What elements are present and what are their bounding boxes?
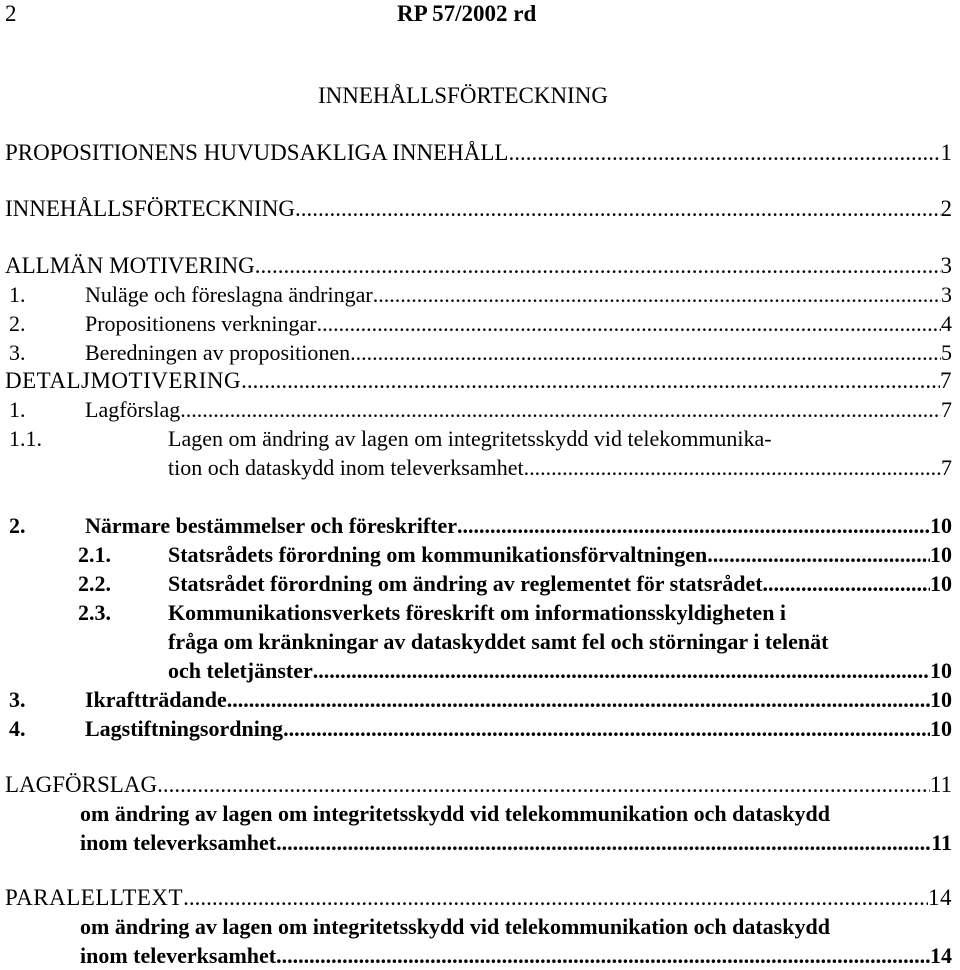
toc-entry-number: 3. xyxy=(9,340,26,365)
toc-entry-page: 11 xyxy=(929,772,952,797)
dot-leader xyxy=(180,395,941,424)
toc-entry-page: 1 xyxy=(940,140,952,165)
toc-entry-number: 1. xyxy=(9,397,26,422)
toc-entry-lagstiftningsordning[interactable] xyxy=(9,714,952,743)
toc-entry-page: 10 xyxy=(930,513,952,538)
toc-entry-label-line: och teletjänster xyxy=(168,658,313,683)
toc-entry-label: PARALELLTEXT xyxy=(5,885,184,910)
toc-entry-label: Lagförslag xyxy=(85,397,181,422)
dot-leader xyxy=(283,714,930,743)
toc-entry-propositionens-huvudsakliga-innehall[interactable] xyxy=(5,138,952,167)
toc-entry-page: 7 xyxy=(941,455,952,480)
toc-entry-page: 10 xyxy=(930,687,952,712)
toc-entry-page: 10 xyxy=(930,716,952,741)
toc-entry-kommunikationsverkets-foreskrift[interactable] xyxy=(78,598,952,685)
toc-heading: INNEHÅLLSFÖRTECKNING xyxy=(318,83,608,108)
dot-leader xyxy=(183,883,928,912)
dot-leader xyxy=(295,194,941,223)
dot-leader xyxy=(373,280,941,309)
toc-entry-number: 3. xyxy=(9,687,26,712)
toc-entry-innehallsforteckning[interactable] xyxy=(5,194,952,223)
toc-entry-label: DETALJMOTIVERING xyxy=(5,368,242,393)
toc-entry-page: 3 xyxy=(941,282,952,307)
toc-entry-label-line: inom televerksamhet xyxy=(80,943,277,968)
toc-entry-page: 5 xyxy=(941,340,952,365)
toc-entry-page: 14 xyxy=(930,943,952,968)
toc-entry-label: Statsrådet förordning om ändring av reglementet för statsrådet xyxy=(168,571,763,596)
toc-entry-label-line: Kommunikationsverkets föreskrift om informationsskyldigheten i xyxy=(168,600,787,625)
toc-entry-label: ALLMÄN MOTIVERING xyxy=(5,253,255,278)
toc-entry-ikrafttradande[interactable] xyxy=(9,685,952,714)
toc-entry-label: Ikraftträdande xyxy=(85,687,227,712)
toc-entry-number: 2.2. xyxy=(78,571,111,596)
toc-entry-label: Lagstiftningsordning xyxy=(85,716,284,741)
dot-leader xyxy=(255,251,941,280)
toc-entry-statsradets-forordning[interactable] xyxy=(78,540,952,569)
toc-entry-propositionens-verkningar[interactable] xyxy=(9,309,952,338)
dot-leader xyxy=(457,511,930,540)
page-number: 2 xyxy=(5,1,17,26)
dot-leader xyxy=(276,828,931,857)
dot-leader xyxy=(227,685,930,714)
toc-entry-label-line: tion och dataskydd inom televerksamhet xyxy=(168,455,524,480)
dot-leader xyxy=(241,366,940,395)
toc-entry-label: PROPOSITIONENS HUVUDSAKLIGA INNEHÅLL xyxy=(5,140,509,165)
toc-entry-label: Beredningen av propositionen xyxy=(85,340,351,365)
toc-entry-label: Statsrådets förordning om kommunikationsförvaltningen xyxy=(168,542,708,567)
toc-entry-number: 1.1. xyxy=(9,426,42,451)
toc-entry-lagforslag[interactable] xyxy=(9,395,952,424)
toc-entry-nulage[interactable] xyxy=(9,280,952,309)
toc-entry-page: 10 xyxy=(930,571,952,596)
toc-entry-page: 10 xyxy=(930,542,952,567)
dot-leader xyxy=(524,453,941,482)
toc-entry-page: 14 xyxy=(928,885,952,910)
toc-entry-lagforslag-om-andring[interactable] xyxy=(80,799,952,857)
toc-entry-number: 1. xyxy=(9,282,26,307)
toc-entry-paralelltext-om-andring[interactable] xyxy=(80,912,952,970)
toc-entry-page: 3 xyxy=(940,253,952,278)
toc-entry-lagforslag-section[interactable] xyxy=(5,770,952,799)
toc-entry-page: 7 xyxy=(940,368,952,393)
dot-leader xyxy=(313,656,930,685)
toc-entry-label-line: om ändring av lagen om integritetsskydd vid telekommunikation och dataskydd xyxy=(80,801,830,826)
dot-leader xyxy=(276,941,930,970)
toc-entry-paralelltext[interactable] xyxy=(5,883,952,912)
toc-entry-number: 4. xyxy=(9,716,26,741)
toc-entry-label: Närmare bestämmelser och föreskrifter xyxy=(85,513,458,538)
toc-entry-label-line: inom televerksamhet xyxy=(80,830,277,855)
toc-entry-number: 2. xyxy=(9,513,26,538)
toc-entry-label: INNEHÅLLSFÖRTECKNING xyxy=(5,196,295,221)
toc-entry-page: 2 xyxy=(940,196,952,221)
toc-entry-label-line: fråga om kränkningar av dataskyddet samt fel och störningar i telenät xyxy=(168,629,829,654)
toc-entry-number: 2.3. xyxy=(78,600,111,625)
toc-entry-page: 7 xyxy=(941,397,952,422)
dot-leader xyxy=(508,138,940,167)
dot-leader xyxy=(763,569,930,598)
dot-leader xyxy=(707,540,930,569)
toc-entry-reglementet[interactable] xyxy=(78,569,952,598)
toc-entry-beredningen[interactable] xyxy=(9,338,952,367)
toc-entry-number: 2. xyxy=(9,311,26,336)
toc-entry-label: Nuläge och föreslagna ändringar xyxy=(85,282,373,307)
toc-entry-page: 4 xyxy=(941,311,952,336)
toc-entry-number: 2.1. xyxy=(78,542,111,567)
toc-entry-label: Propositionens verkningar xyxy=(85,311,317,336)
toc-entry-lagen-om-andring[interactable] xyxy=(9,424,952,482)
toc-entry-allman-motivering[interactable] xyxy=(5,251,952,280)
dot-leader xyxy=(157,770,930,799)
dot-leader xyxy=(317,309,941,338)
dot-leader xyxy=(350,338,941,367)
toc-entry-page: 10 xyxy=(930,658,952,683)
toc-entry-detaljmotivering[interactable] xyxy=(5,366,952,395)
toc-entry-page: 11 xyxy=(931,830,952,855)
toc-entry-label: LAGFÖRSLAG xyxy=(5,772,158,797)
toc-entry-label-line: Lagen om ändring av lagen om integritetsskydd vid telekommunika- xyxy=(168,426,772,451)
toc-entry-label-line: om ändring av lagen om integritetsskydd vid telekommunikation och dataskydd xyxy=(80,914,830,939)
toc-entry-narmare-bestammelser[interactable] xyxy=(9,511,952,540)
document-reference: RP 57/2002 rd xyxy=(397,1,537,26)
